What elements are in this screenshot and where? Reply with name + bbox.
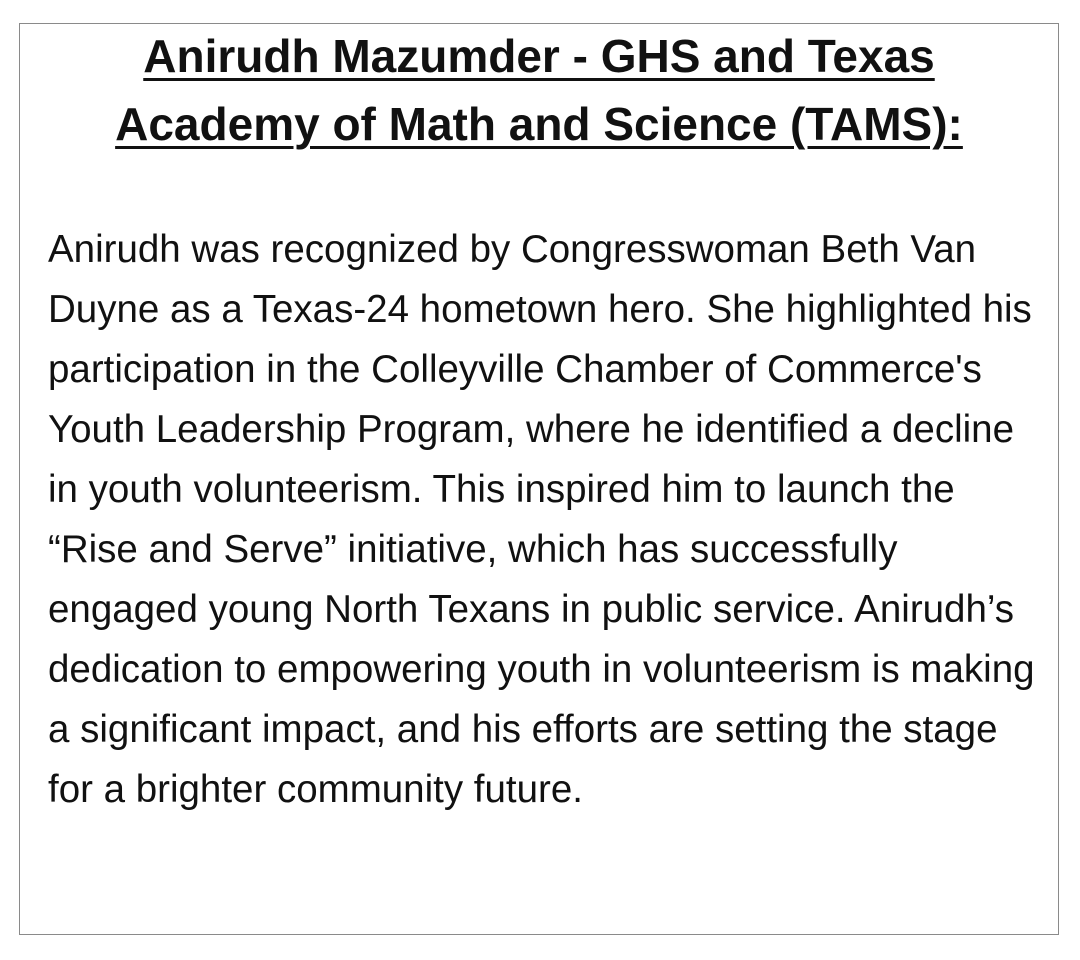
card-body-text: Anirudh was recognized by Congresswoman Beth Van Duyne as a Texas-24 hometown hero. She highlighted his participation in the Colleyville Chamber of Commerce's Youth Leadership Program, where he identified a decline in youth volunteerism. This inspired him to launch the “Rise and Serve” initiative, which has successfully engaged young North Texans in public service. Anirudh’s dedication to empowering youth in volunteerism is making a significant impact, and his efforts are setting the stage for a brighter community future.	[48, 228, 1035, 811]
card-title: Anirudh Mazumder - GHS and Texas Academy of Math and Science (TAMS):	[115, 30, 963, 150]
hero-card	[19, 23, 1059, 935]
